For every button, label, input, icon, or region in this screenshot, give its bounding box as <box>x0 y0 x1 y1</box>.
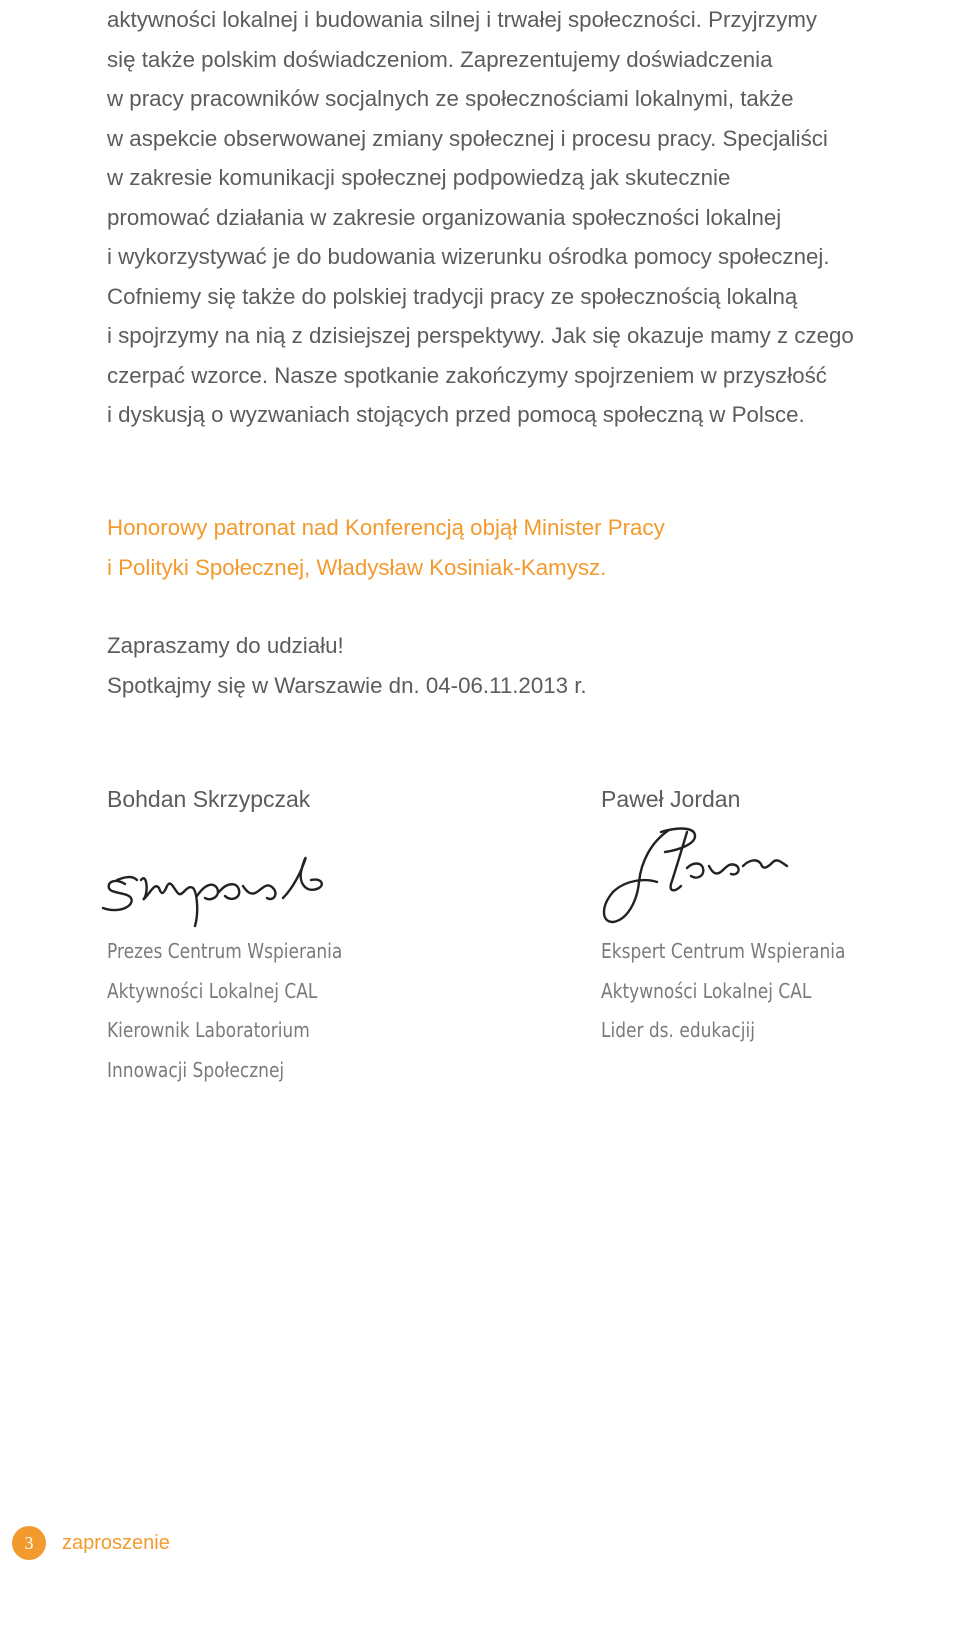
invitation <box>107 626 587 706</box>
role-line: Aktywności Lokalnej CAL <box>601 978 812 1003</box>
body-line: i spojrzymy na nią z dzisiejszej perspektywy. Jak się okazuje mamy z czego <box>107 323 854 348</box>
patronage-line: i Polityki Społecznej, Władysław Kosiniak-Kamysz. <box>107 555 607 580</box>
body-line: czerpać wzorce. Nasze spotkanie zakończymy spojrzeniem w przyszłość <box>107 362 827 388</box>
role-line: Ekspert Centrum Wspierania <box>601 939 846 963</box>
role-line: Aktywności Lokalnej CAL <box>107 978 318 1003</box>
role-line: Prezes Centrum Wspierania <box>107 939 343 963</box>
body-paragraph <box>107 0 947 435</box>
body-line: się także polskim doświadczeniom. Zaprezentujemy doświadczenia <box>107 46 773 72</box>
role-line: Innowacji Społecznej <box>107 1057 285 1082</box>
page-footer <box>12 1526 312 1560</box>
body-line: promować działania w zakresie organizowania społeczności lokalnej <box>107 204 782 230</box>
signature-image <box>97 822 337 932</box>
invitation-date-line: Spotkajmy się w Warszawie dn. 04-06.11.2013 r. <box>107 673 587 698</box>
role-line: Kierownik Laboratorium <box>107 1018 310 1042</box>
honorary-patronage-note <box>107 508 665 588</box>
signer-block-skrzypczak <box>107 784 467 1082</box>
body-line: w aspekcie obserwowanej zmiany społecznej i procesu pracy. Specjaliści <box>107 125 828 151</box>
page-number-badge: 3 <box>12 1526 46 1560</box>
signer-block-jordan <box>601 784 960 1042</box>
signer-name: Bohdan Skrzypczak <box>107 786 311 812</box>
signer-roles <box>107 932 342 1090</box>
footer-section-label: zaproszenie <box>62 1532 170 1554</box>
signature-image <box>591 822 831 932</box>
body-line: aktywności lokalnej i budowania silnej i trwałej społeczności. Przyjrzymy <box>107 7 818 32</box>
signer-roles <box>601 932 845 1051</box>
body-line: w pracy pracowników socjalnych ze społecznościami lokalnymi, także <box>107 86 794 111</box>
body-line: w zakresie komunikacji społecznej podpowiedzą jak skutecznie <box>107 165 731 190</box>
body-line: Cofniemy się także do polskiej tradycji pracy ze społecznością lokalną <box>107 283 798 309</box>
body-line: i dyskusją o wyzwaniach stojących przed pomocą społeczną w Polsce. <box>107 402 805 427</box>
body-line: i wykorzystywać je do budowania wizerunku ośrodka pomocy społecznej. <box>107 244 830 269</box>
role-line: Lider ds. edukacjij <box>601 1018 755 1042</box>
signer-name: Paweł Jordan <box>601 786 741 812</box>
invitation-line: Zapraszamy do udziału! <box>107 633 344 658</box>
patronage-line: Honorowy patronat nad Konferencją objął Minister Pracy <box>107 515 665 540</box>
